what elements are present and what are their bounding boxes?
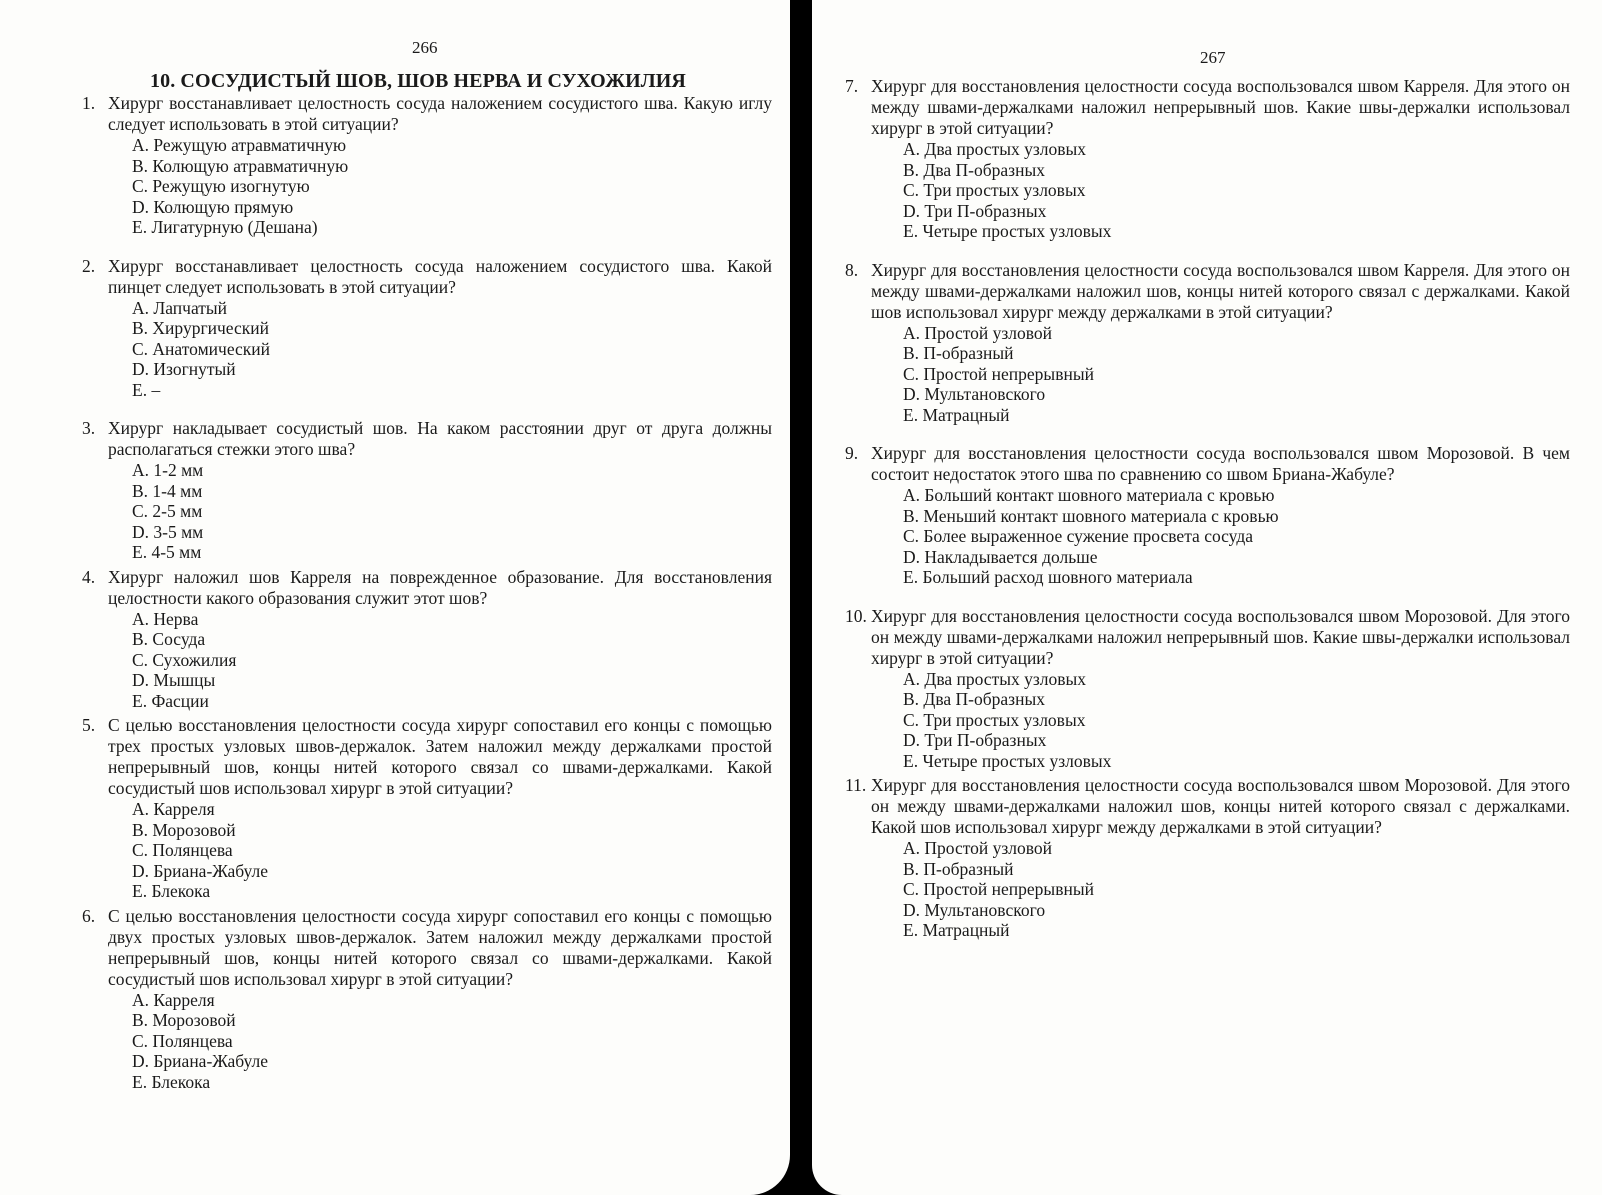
answer-option: C. Анатомический [132,338,271,359]
answer-list [845,323,1570,426]
answer-option: D. Три П-образных [903,200,1047,221]
question-text: С целью восстановления целостности сосуда хирург сопоставил его концы с помощью двух простых узловых швов-держалок. Затем наложил между держалками простой непрерывный шов, концы нитей которого связал со швами-держалками. Какой сосудистый шов использовал хирург в этой ситуации? [108,905,772,989]
page-number: 267 [1200,48,1226,67]
answer-option: E. Матрацный [903,404,1010,425]
answer-option: B. Морозовой [132,1010,236,1030]
answer-list [845,669,1570,772]
question-text-row [845,260,1570,323]
answer-option: B. Меньший контакт шовного материала с кровью [903,505,1279,526]
answer-option: C. Режущую изогнутую [132,176,310,196]
question-text: Хирург для восстановления целостности сосуда воспользовался швом Карреля. Для этого он между швами-держалками наложил непрерывный шов. Какие швы-держалки использовал хирург в этой ситуации? [871,76,1570,138]
answer-option: A. Простой узловой [903,838,1053,858]
answer-option: B. Сосуда [132,629,206,649]
answer-option: E. Блекока [132,881,211,901]
answer-option: E. Лигатурную (Дешана) [132,217,318,237]
question-spacer [82,400,772,418]
question-number: 4. [82,566,96,587]
question-text: Хирург для восстановления целостности сосуда воспользовался швом Морозовой. В чем состоит недостаток этого шва по сравнению со швом Бриана-Жабуле? [871,443,1570,484]
answer-option: A. Два простых узловых [903,139,1087,159]
answer-option: C. Простой непрерывный [903,879,1094,899]
question [82,715,772,902]
answer-option: B. П-образный [903,343,1014,363]
left-page [0,0,790,1195]
answer-option: E. – [132,379,161,400]
question-list [82,93,772,1092]
answer-option: A. Карреля [132,989,215,1010]
question [82,418,772,563]
answer-option: A. 1-2 мм [132,460,204,480]
answer-option: B. П-образный [903,858,1014,879]
question-text-row [845,606,1570,669]
answer-option: A. Больший контакт шовного материала с кровью [903,485,1275,505]
answer-option: D. Бриана-Жабуле [132,860,269,881]
question-number: 3. [82,418,96,438]
question-number: 6. [82,905,96,926]
answer-option: A. Два простых узловых [903,668,1087,689]
answer-option: A. Карреля [132,799,215,819]
question [82,567,772,712]
question-text: Хирург для восстановления целостности сосуда воспользовался швом Карреля. Для этого он между швами-держалками наложил шов, концы нитей которого связал с держалками. Какой шов использовал хирург между держалками в этой ситуации? [871,259,1570,322]
answer-list [82,135,772,238]
answer-option: C. Три простых узловых [903,709,1086,730]
question-text-row [845,443,1570,485]
answer-option: C. Сухожилия [132,649,237,670]
answer-option: C. Три простых узловых [903,180,1086,200]
answer-list [82,298,772,401]
question-text-row [82,418,772,460]
question-text: Хирург для восстановления целостности сосуда воспользовался швом Морозовой. Для этого он между швами-держалками наложил шов, концы нитей которого связал с держалками. Какой шов использовал хирург между держалками в этой ситуации? [871,775,1570,837]
answer-list [845,485,1570,588]
right-page [812,0,1602,1195]
book-spine [790,0,812,1195]
answer-option: E. Четыре простых узловых [903,750,1112,771]
question-list [845,76,1570,941]
question-spacer [845,425,1570,443]
question-text-row [82,93,772,135]
answer-option: E. Четыре простых узловых [903,221,1112,241]
question [845,443,1570,588]
answer-option: D. Мышцы [132,670,216,690]
answer-option: E. Блекока [132,1071,211,1092]
question-number: 8. [845,259,859,280]
question-text-row [82,567,772,609]
question-number: 2. [82,255,96,276]
answer-option: B. Два П-образных [903,159,1045,180]
answer-option: E. Фасции [132,690,209,711]
answer-list [845,139,1570,242]
answer-list [82,460,772,563]
answer-option: E. Матрацный [903,920,1010,940]
answer-list [82,609,772,712]
question [82,256,772,401]
question-number: 9. [845,443,859,463]
answer-option: A. Лапчатый [132,297,228,318]
answer-option: D. Колющую прямую [132,196,294,217]
question [845,76,1570,242]
answer-option: C. Простой непрерывный [903,363,1094,384]
answer-option: D. Мультановского [903,384,1046,404]
question-text: Хирург наложил шов Карреля на поврежденное образование. Для восстановления целостности какого образования служит этот шов? [108,566,772,608]
question-text: Хирург накладывает сосудистый шов. На каком расстоянии друг от друга должны располагаться стежки этого шва? [108,418,772,459]
answer-option: C. Полянцева [132,840,233,860]
question-text: Хирург восстанавливает целостность сосуда наложением сосудистого шва. Какой пинцет следует использовать в этой ситуации? [108,255,772,297]
answer-option: C. Более выраженное сужение просвета сосуда [903,526,1253,546]
question-spacer [82,238,772,256]
question-text-row [82,715,772,799]
question-text-row [82,906,772,990]
question-text-row [845,76,1570,139]
answer-list [845,838,1570,941]
question [845,260,1570,426]
answer-option: D. Накладывается дольше [903,546,1098,567]
section-title: 10. СОСУДИСТЫЙ ШОВ, ШОВ НЕРВА И СУХОЖИЛИЯ [150,70,686,92]
question-text: Хирург восстанавливает целостность сосуда наложением сосудистого шва. Какую иглу следует использовать в этой ситуации? [108,93,772,134]
question-number: 10. [845,605,867,626]
answer-option: E. 4-5 мм [132,542,202,562]
question-number: 11. [845,775,867,795]
question-number: 7. [845,76,859,96]
answer-option: A. Нерва [132,608,199,629]
question-text-row [82,256,772,298]
answer-option: D. Мультановского [903,899,1046,920]
answer-option: D. Изогнутый [132,359,236,379]
question-spacer [845,242,1570,260]
answer-option: D. 3-5 мм [132,521,204,542]
answer-option: B. 1-4 мм [132,480,203,501]
answer-option: A. Простой узловой [903,322,1053,343]
answer-option: C. Полянцева [132,1030,233,1051]
answer-option: A. Режущую атравматичную [132,135,347,155]
answer-list [82,799,772,902]
answer-option: D. Три П-образных [903,730,1047,750]
question [82,93,772,238]
answer-option: B. Хирургический [132,318,269,338]
question-text-row [845,775,1570,838]
question [845,775,1570,941]
answer-option: D. Бриана-Жабуле [132,1051,269,1071]
answer-option: E. Больший расход шовного материала [903,567,1193,587]
question-number: 5. [82,715,96,735]
answer-list [82,990,772,1093]
question [845,606,1570,772]
question-spacer [845,588,1570,606]
question-number: 1. [82,93,96,113]
question-text: С целью восстановления целостности сосуда хирург сопоставил его концы с помощью трех простых узловых швов-держалок. Затем наложил между держалками простой непрерывный шов, концы нитей которого связал со швами-держалками. Какой сосудистый шов использовал хирург в этой ситуации? [108,715,772,798]
answer-option: B. Морозовой [132,819,236,840]
question [82,906,772,1093]
page-number: 266 [412,38,438,57]
answer-option: B. Два П-образных [903,689,1045,709]
question-text: Хирург для восстановления целостности сосуда воспользовался швом Морозовой. Для этого он между швами-держалками наложил непрерывный шов. Какие швы-держалки использовал хирург в этой ситуации? [871,605,1570,668]
answer-option: B. Колющую атравматичную [132,155,349,176]
answer-option: C. 2-5 мм [132,501,203,521]
